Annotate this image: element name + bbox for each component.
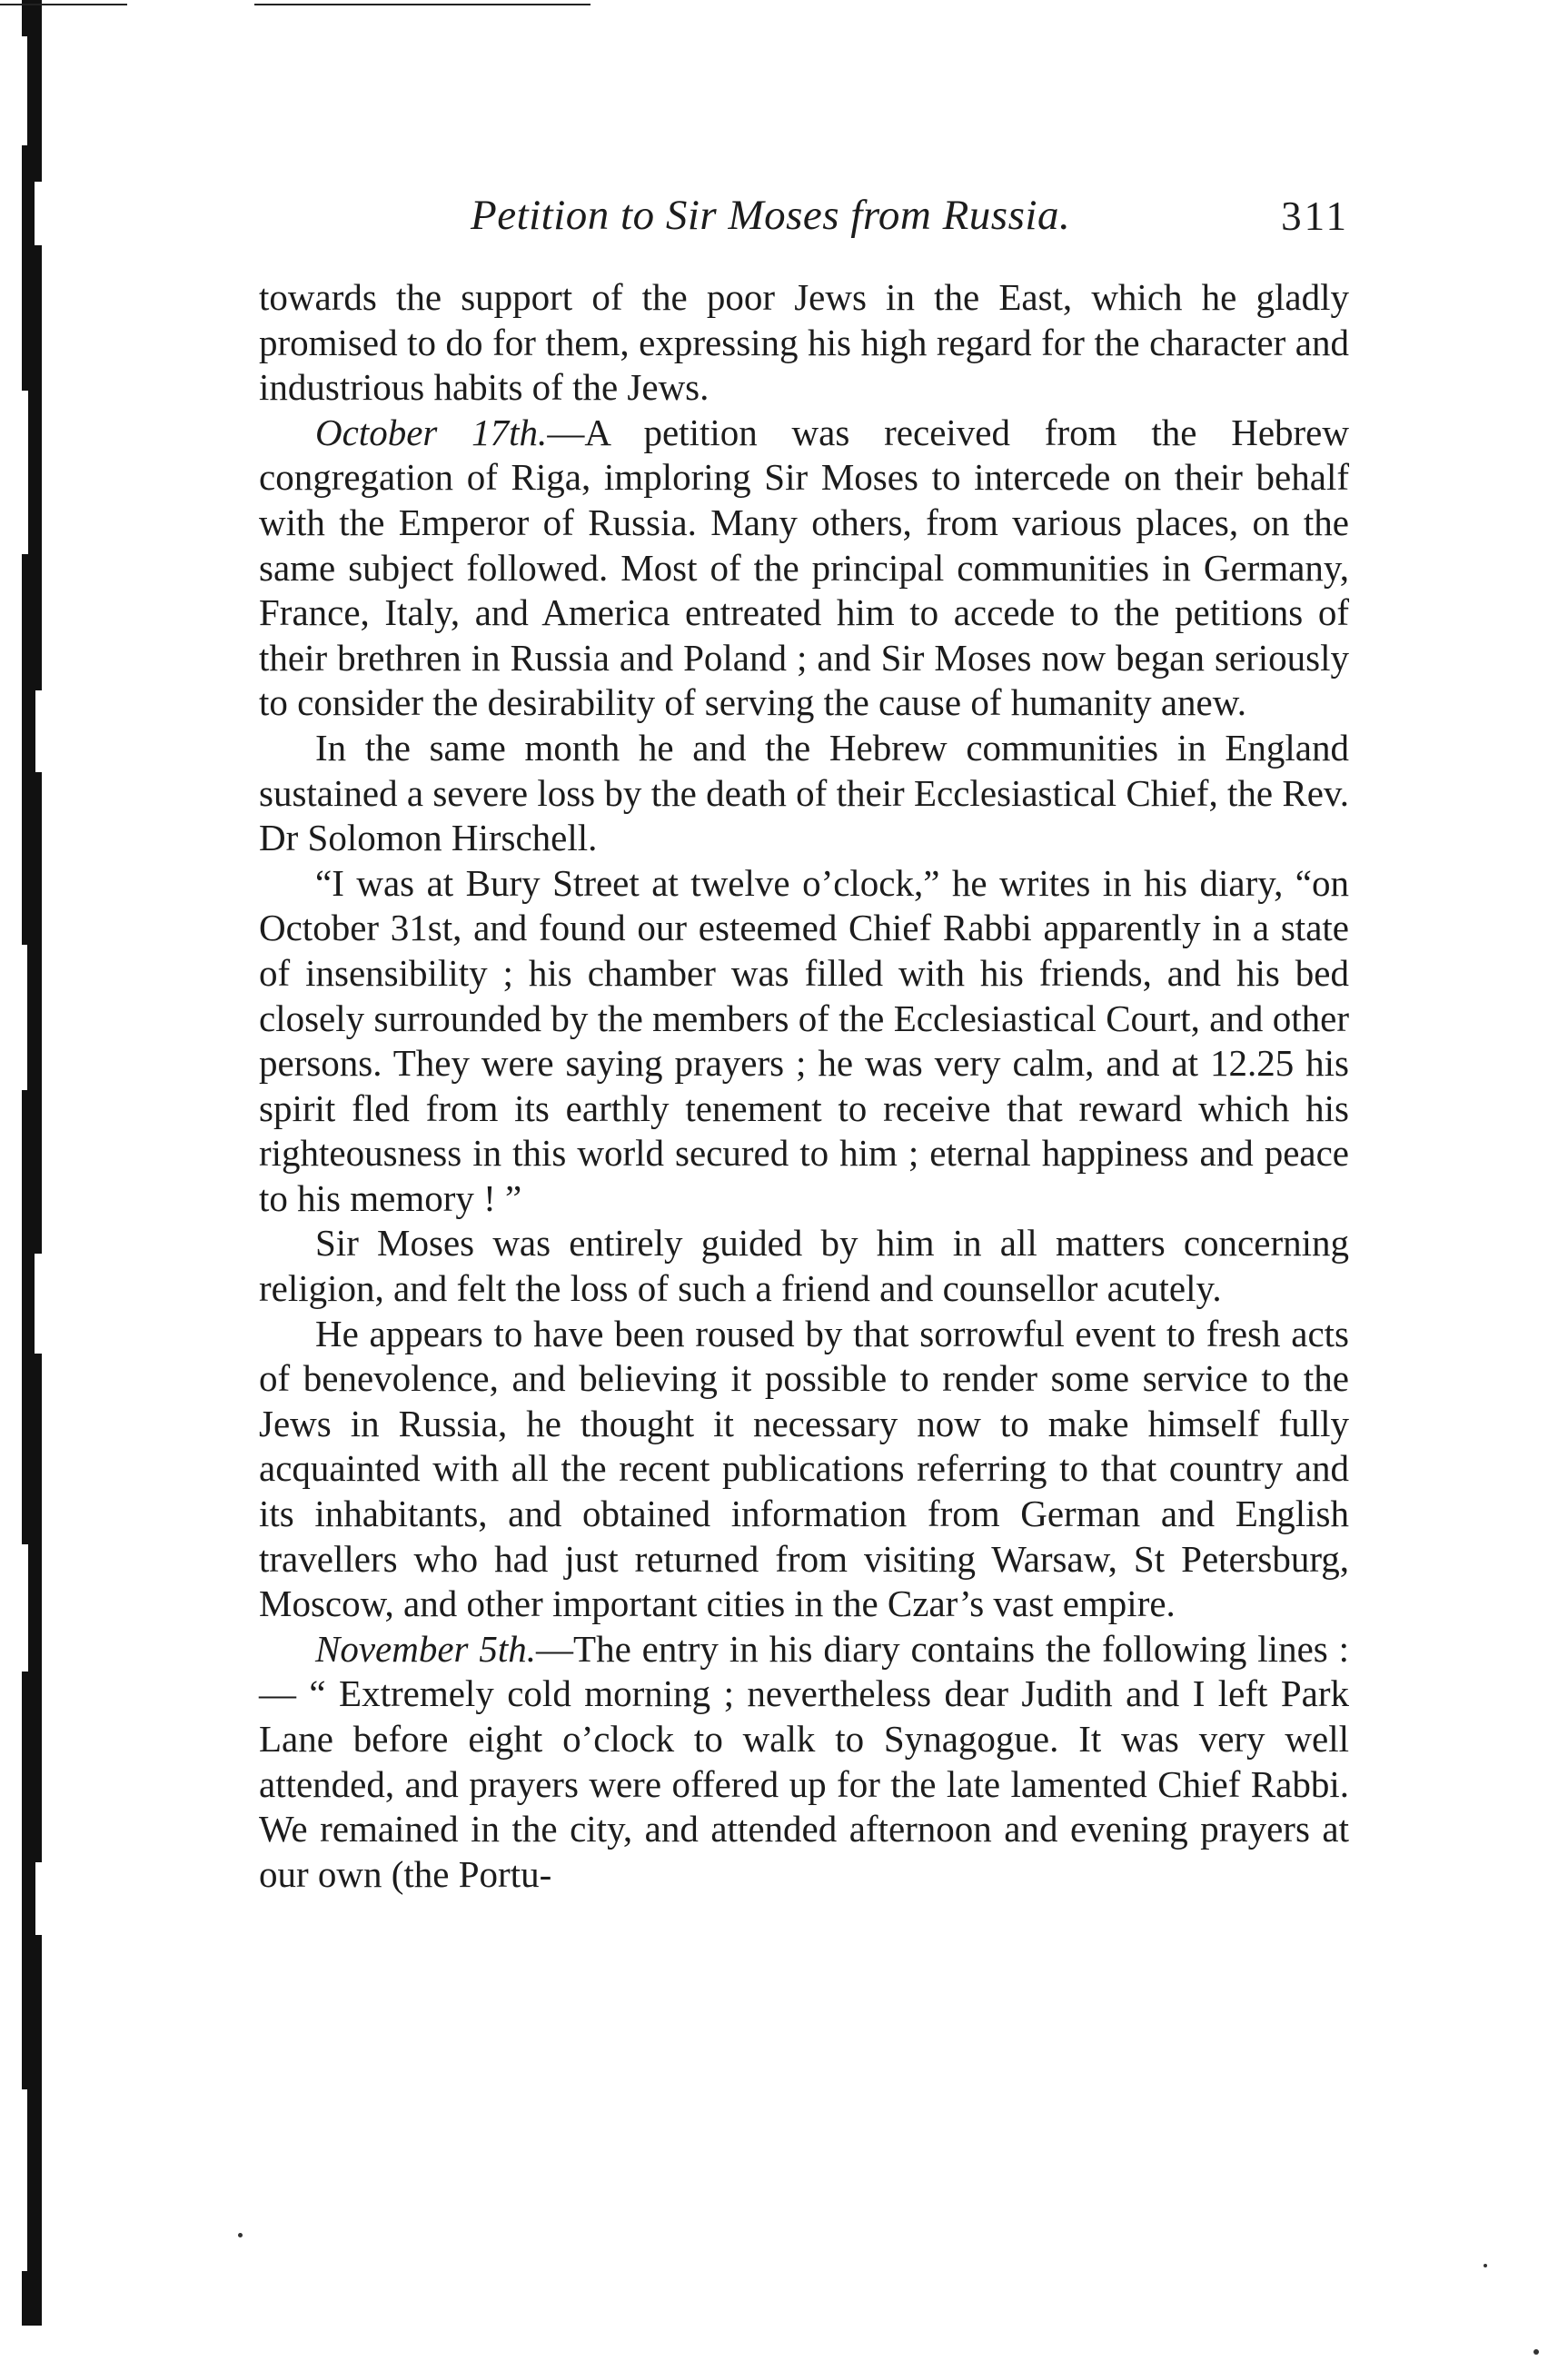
speck [1484,2264,1487,2267]
binding-edge [22,0,42,2326]
body-text [259,275,1349,1897]
paragraph: Sir Moses was entirely guided by him in all matters concerning religion, and felt the loss of such a friend and counsellor acutely. [259,1222,1349,1310]
top-rule-left [0,4,127,5]
paragraph: towards the support of the poor Jews in the East, which he gladly promised to do for them, expressing his high regard for the character and industrious habits of the Jews. [259,276,1349,409]
paragraph: October 17th.—A petition was received from the Hebrew congregation of Riga, imploring Sir Moses to intercede on their behalf with the Emperor of Russia. Many others, from various places, on the same subject followed. Most of the principal communities in Germany, France, Italy, and America entreated him to accede to the petitions of their brethren in Russia and Poland ; and Sir Moses now began seriously to consider the desirability of serving the cause of humanity anew. [259,411,1349,724]
paragraph: He appears to have been roused by that sorrowful event to fresh acts of benevolence, and believing it possible to render some service to the Jews in Russia, he thought it necessary now to make himself fully acquainted with all the recent publications referring to that country and its inhabitants, and obtained information from German and English travellers who had just returned from visiting Warsaw, St Petersburg, Moscow, and other important cities in the Czar’s vast empire. [259,1312,1349,1625]
top-rule-right [254,4,590,5]
speck [238,2233,243,2237]
page-number: 311 [1281,193,1349,239]
date-lead: November 5th. [315,1627,537,1670]
paragraph: In the same month he and the Hebrew communities in England sustained a severe loss by the death of their Ecclesiastical Chief, the Rev. Dr Solomon Hirschell. [259,726,1349,859]
paragraph: “I was at Bury Street at twelve o’clock,” he writes in his diary, “on October 31st, and found our esteemed Chief Rabbi apparently in a state of insensibility ; his chamber was filled with his friends, and his bed closely surrounded by the members of the Ecclesiastical Court, and other persons. They were saying prayers ; he was very calm, and at 12.25 his spirit fled from its earthly tenement to receive that reward which his righteousness in this world secured to him ; eternal happiness and peace to his memory ! ” [259,861,1349,1219]
running-header [259,191,1349,249]
running-title: Petition to Sir Moses from Russia. [471,192,1071,239]
speck [1533,2349,1539,2355]
paragraph: November 5th.—The entry in his diary contains the following lines :— “ Extremely cold morning ; nevertheless dear Judith and I left Park Lane before eight o’clock to walk to Synagogue. It was very well attended, and prayers were offered up for the late lamented Chief Rabbi. We remained in the city, and attended afternoon and evening prayers at our own (the Portu- [259,1627,1349,1895]
date-lead: October 17th. [315,411,548,453]
